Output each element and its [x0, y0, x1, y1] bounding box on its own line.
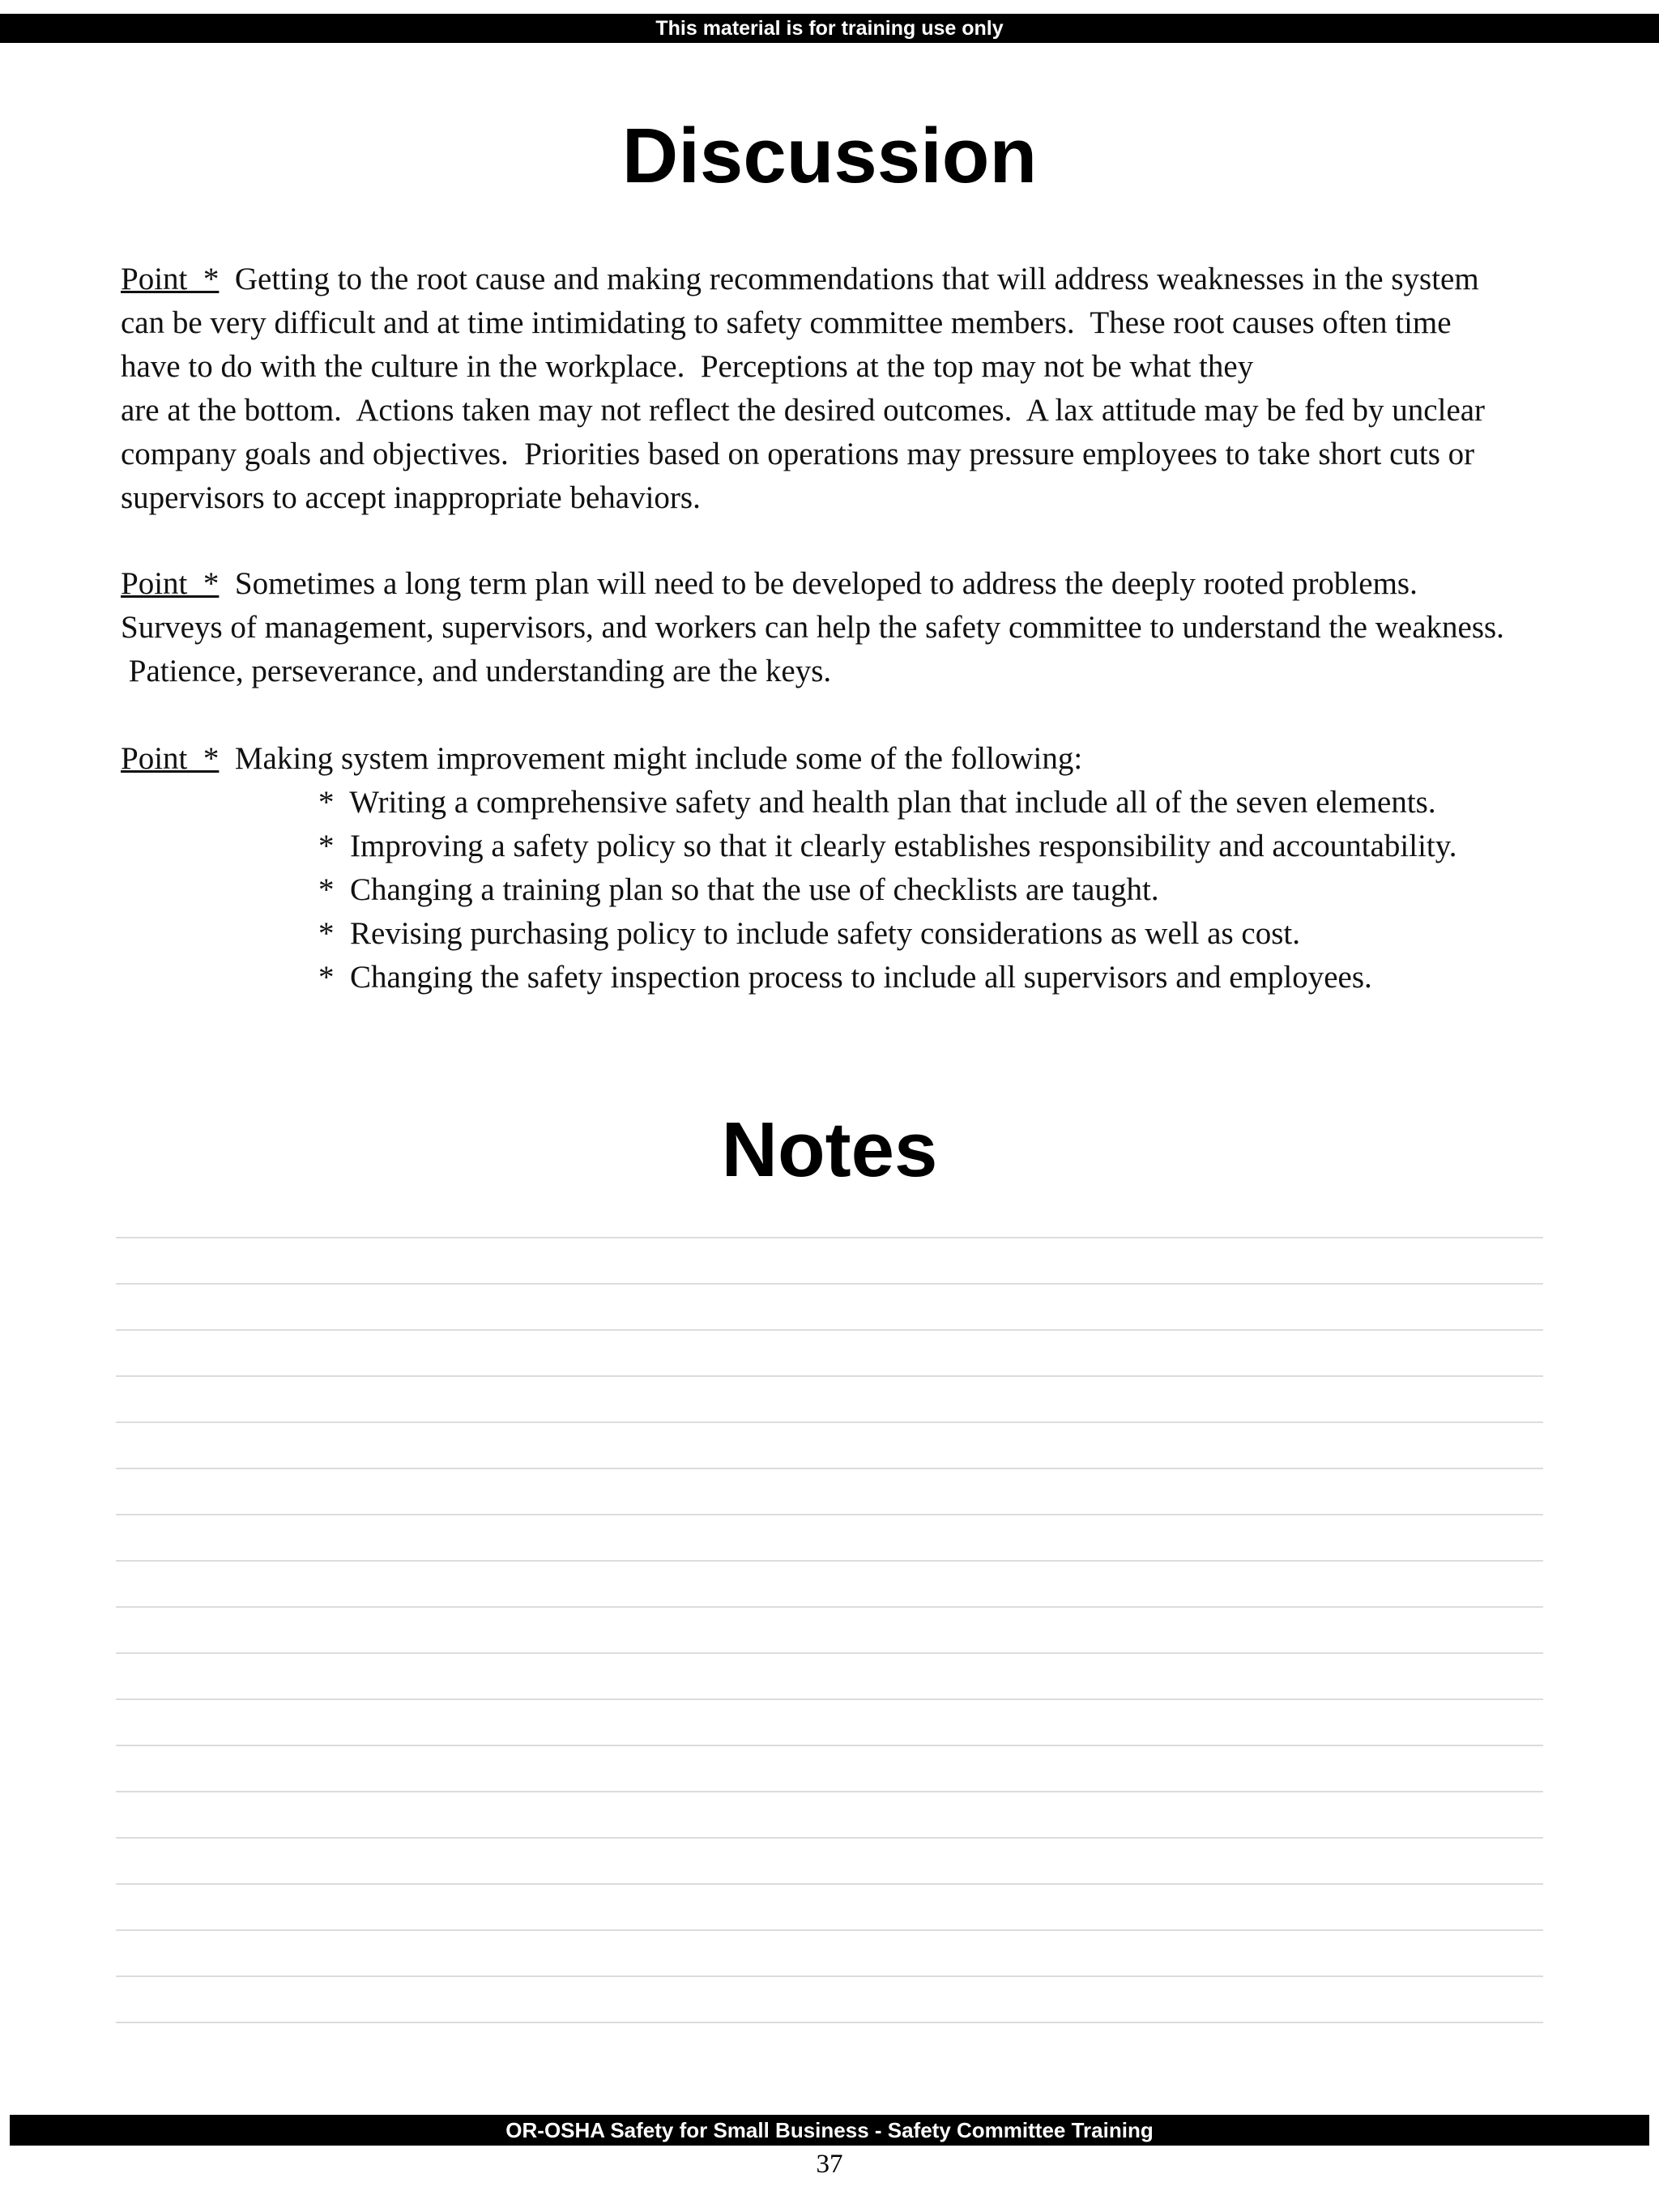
- note-line: [116, 1560, 1543, 1606]
- paragraph-line: company goals and objectives. Priorities based on operations may pressure employees to take short cuts or: [121, 437, 1475, 471]
- note-line: [116, 1329, 1543, 1375]
- paragraph-line: Surveys of management, supervisors, and workers can help the safety committee to understand the weakness.: [121, 610, 1504, 645]
- list-item: * Writing a comprehensive safety and health plan that include all of the seven elements.: [318, 785, 1436, 820]
- list-item: * Improving a safety policy so that it clearly establishes responsibility and accountability.: [318, 829, 1457, 863]
- note-line: [116, 1745, 1543, 1791]
- point-paragraph-1: [121, 258, 1603, 520]
- discussion-title: Discussion: [621, 113, 1038, 199]
- point-label: Point *: [121, 741, 220, 776]
- note-line: [116, 1975, 1543, 2022]
- notes-ruled-lines: [116, 1237, 1543, 2068]
- paragraph-line: have to do with the culture in the workplace. Perceptions at the top may not be what they: [121, 349, 1254, 384]
- note-line: [116, 1698, 1543, 1745]
- note-line: [116, 1514, 1543, 1560]
- paragraph-line: supervisors to accept inappropriate behaviors.: [121, 480, 701, 515]
- note-line: [116, 1421, 1543, 1468]
- improvement-list: [121, 781, 1603, 999]
- point-paragraph-2: [121, 562, 1603, 693]
- note-line: [116, 1652, 1543, 1698]
- paragraph-line: Point * Making system improvement might include some of the following:: [121, 741, 1083, 776]
- note-line: [116, 1237, 1543, 1283]
- list-item: * Revising purchasing policy to include safety considerations as well as cost.: [318, 916, 1300, 951]
- paragraph-line: Point * Sometimes a long term plan will need to be developed to address the deeply rooted problems.: [121, 566, 1418, 601]
- point-paragraph-3: [121, 737, 1603, 999]
- training-use-banner: This material is for training use only: [0, 14, 1659, 43]
- point-label: Point *: [121, 262, 220, 296]
- note-line: [116, 1375, 1543, 1421]
- note-line: [116, 1283, 1543, 1329]
- point-label: Point *: [121, 566, 220, 601]
- note-line: [116, 1883, 1543, 1929]
- note-line: [116, 1468, 1543, 1514]
- note-line: [116, 1606, 1543, 1652]
- list-item: * Changing the safety inspection process to include all supervisors and employees.: [318, 960, 1372, 995]
- notes-title: Notes: [721, 1106, 938, 1193]
- list-item: * Changing a training plan so that the use of checklists are taught.: [318, 872, 1159, 907]
- page-number: 37: [816, 2150, 843, 2179]
- course-title-footer: OR-OSHA Safety for Small Business - Safety Committee Training: [10, 2115, 1649, 2146]
- note-line: [116, 1837, 1543, 1883]
- note-line: [116, 1791, 1543, 1837]
- note-line: [116, 1929, 1543, 1975]
- paragraph-line: are at the bottom. Actions taken may not reflect the desired outcomes. A lax attitude may be fed by unclear: [121, 393, 1486, 428]
- paragraph-line: can be very difficult and at time intimidating to safety committee members. These root causes often time: [121, 305, 1452, 340]
- paragraph-line: Patience, perseverance, and understanding are the keys.: [121, 654, 832, 688]
- note-line: [116, 2022, 1543, 2068]
- paragraph-line: Point * Getting to the root cause and making recommendations that will address weaknesses in the system: [121, 262, 1479, 296]
